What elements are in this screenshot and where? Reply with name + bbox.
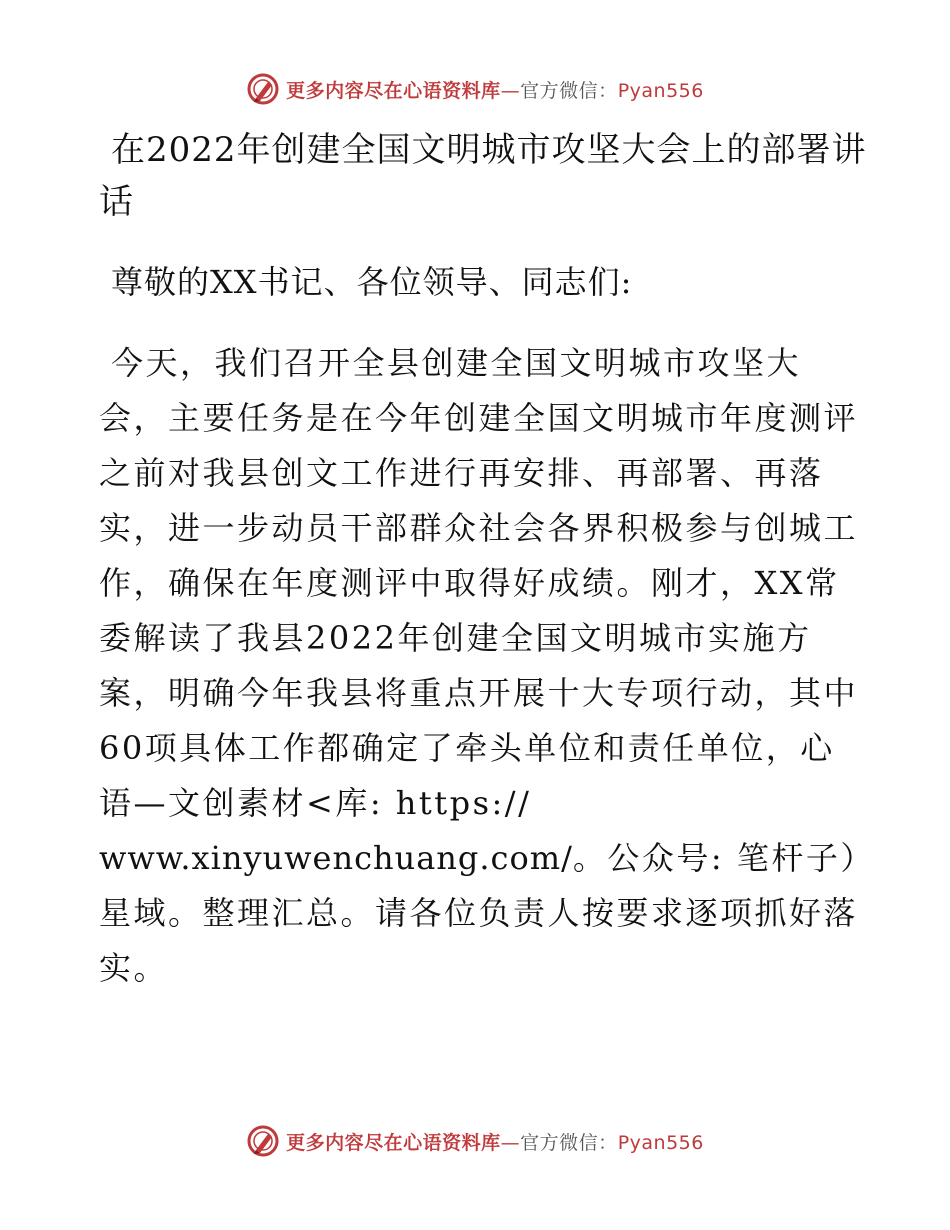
banner-handle: Pyan556 [617,1131,704,1154]
pen-nib-logo-icon [246,72,280,106]
page-title: 在2022年创建全国文明城市攻坚大会上的部署讲话 [99,130,867,222]
banner-handle: Pyan556 [617,79,704,102]
banner-label: 官方微信： [520,1131,618,1154]
paragraph-segment: 。公众号: 笔杆子）星域。整理汇总。请各位负责人按要求逐项抓好落实。 [99,839,859,987]
banner-dash: — [500,1131,521,1154]
document-body [99,124,869,996]
banner-main-text: 更多内容尽在心语资料库 [286,79,501,102]
banner-text [286,1128,704,1155]
paragraph-segment: 今天，我们召开全县创建全国文明城市攻坚大会，主要任务是在今年创建全国文明城市年度测评之前对我县创文工作进行再安排、再部署、再落实，进一步动员干部群众社会各界积极参与创城工作，确保在年度测评中取得好成绩。刚才，XX常委解读了我县2022年创建全国文明城市实施方案，明确今年我县将重点开展十大专项行动，其中60项具体工作都确定了牵头单位和责任单位，心语—文创素材<库: https:// [99,344,859,822]
page-header-banner [0,72,950,106]
paragraph-url-segment: www.xinyuwenchuang.com/ [99,839,573,877]
pen-nib-logo-icon [246,1124,280,1158]
banner-dash: — [500,79,521,102]
banner-main-text: 更多内容尽在心语资料库 [286,1131,501,1154]
page-footer-banner [0,1124,950,1158]
banner-text [286,76,704,103]
salutation: 尊敬的XX书记、各位领导、同志们: [111,263,633,301]
body-paragraph [99,336,869,996]
banner-label: 官方微信： [520,79,618,102]
